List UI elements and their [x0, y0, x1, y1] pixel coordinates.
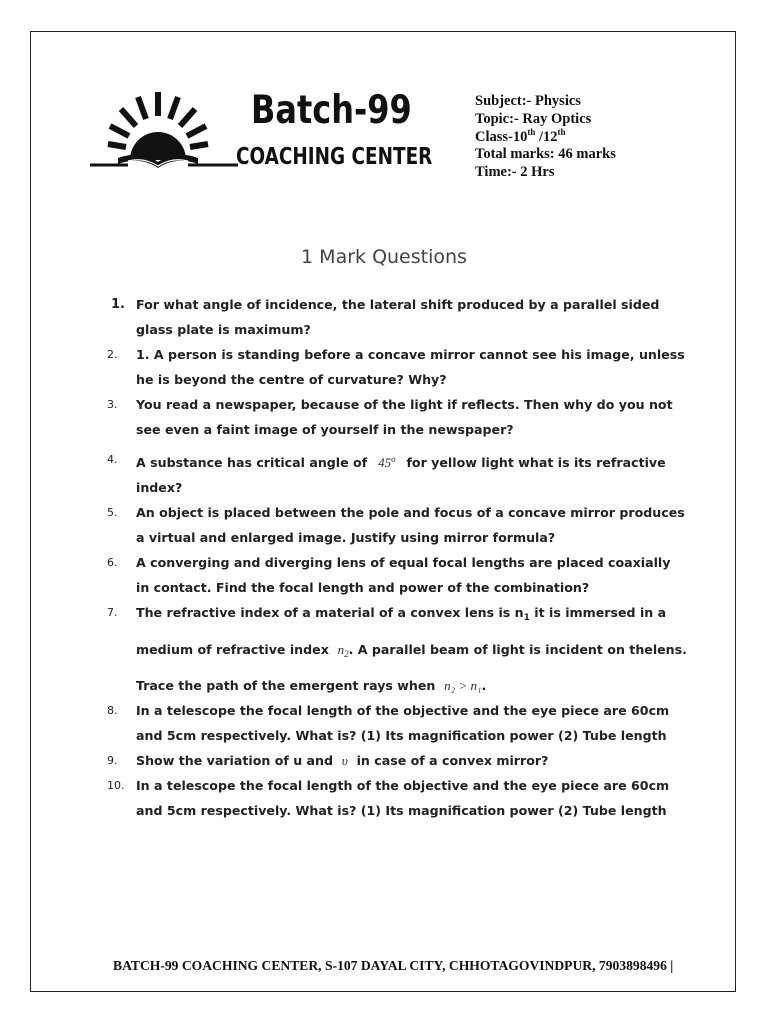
question-item [107, 698, 687, 748]
line-1-text-a: The refractive index of a material of a convex lens is n [136, 605, 524, 620]
question-number: 6. [107, 556, 118, 569]
question-line-2 [136, 631, 687, 673]
n2-formula [338, 642, 349, 657]
question-number: 9. [107, 754, 118, 767]
question-number: 8. [107, 704, 118, 717]
footer-address: BATCH-99 COACHING CENTER, S-107 DAYAL CITY, CHHOTAGOVINDPUR, 7903898496 | [113, 958, 674, 973]
question-text: You read a newspaper, because of the light if reflects. Then why do you not see even a faint image of yourself in the newspaper? [136, 397, 673, 437]
brand-title: Batch-99 [251, 88, 412, 133]
question-item [107, 748, 687, 773]
n2-subscript: 2 [344, 649, 349, 659]
question-number: 5. [107, 506, 118, 519]
question-item [107, 500, 687, 550]
inequality-formula: n₂ > n₁ [444, 678, 482, 693]
question-number: 3. [107, 398, 118, 411]
question-text: An object is placed between the pole and focus of a concave mirror produces a virtual and enlarged image. Justify using mirror formula? [136, 505, 685, 545]
subject-line: Subject:- Physics [475, 93, 581, 109]
question-text-b: for yellow light what is its refractive index? [136, 455, 666, 495]
question-number: 2. [107, 348, 118, 361]
question-item [107, 392, 687, 442]
class-prefix: Class-10 [475, 128, 528, 145]
brand-logo [88, 88, 433, 188]
time-line: Time:- 2 Hrs [475, 164, 555, 181]
question-item [107, 447, 687, 500]
class-line [475, 126, 616, 147]
line-3-text-b: . [481, 678, 487, 693]
angle-formula [372, 455, 403, 470]
class-mid: /12 [535, 128, 558, 145]
question-text: For what angle of incidence, the lateral shift produced by a parallel sided glass plate is maximum? [136, 297, 660, 337]
v-symbol: υ [341, 753, 348, 768]
angle-value: 45 [378, 455, 392, 470]
question-line-3 [136, 673, 687, 698]
brand-subtitle: COACHING CENTER [236, 144, 433, 170]
question-item [107, 292, 687, 342]
question-number: 4. [107, 453, 118, 466]
line-1-text-b: it is immersed in a [529, 605, 667, 620]
question-number: 10. [107, 779, 125, 792]
topic-line: Topic:- Ray Optics [475, 110, 592, 127]
rising-sun-book-logo-icon [88, 88, 248, 178]
question-number: 7. [107, 606, 118, 619]
question-item [107, 550, 687, 600]
line-2-text-b: . A parallel beam of light is incident on thelens. [348, 642, 687, 657]
question-text-a: Show the variation of u and [136, 753, 334, 768]
n1-subscript: 1 [523, 613, 530, 623]
class-sup-2: th [557, 126, 566, 137]
question-item [107, 342, 687, 392]
question-text-b: in case of a convex mirror? [356, 753, 549, 768]
question-item [107, 600, 687, 698]
question-list [107, 292, 687, 823]
question-text: In a telescope the focal length of the objective and the eye piece are 60cm and 5cm respectively. What is? (1) Its magnification power (2) Tube length [136, 703, 670, 743]
question-number: 1. [111, 297, 125, 312]
question-item [107, 773, 687, 823]
n2-symbol: n [337, 642, 345, 657]
question-text: In a telescope the focal length of the objective and the eye piece are 60cm and 5cm respectively. What is? (1) Its magnification power (2) Tube length [136, 778, 670, 818]
class-sup-1: th [527, 126, 536, 137]
line-3-text-a: Trace the path of the emergent rays when [136, 678, 436, 693]
question-line-1 [136, 600, 687, 631]
question-text: A converging and diverging lens of equal focal lengths are placed coaxially in contact. Find the focal length and power of the combination? [136, 555, 671, 595]
section-title: 1 Mark Questions [301, 246, 467, 268]
question-text: 1. A person is standing before a concave mirror cannot see his image, unless he is beyond the centre of curvature? Why? [136, 347, 685, 387]
exam-meta [475, 93, 616, 182]
line-2-text-a: medium of refractive index [136, 642, 329, 657]
total-marks-line: Total marks: 46 marks [475, 146, 616, 163]
question-text-a: A substance has critical angle of [136, 455, 368, 470]
angle-degree: o [391, 454, 396, 464]
